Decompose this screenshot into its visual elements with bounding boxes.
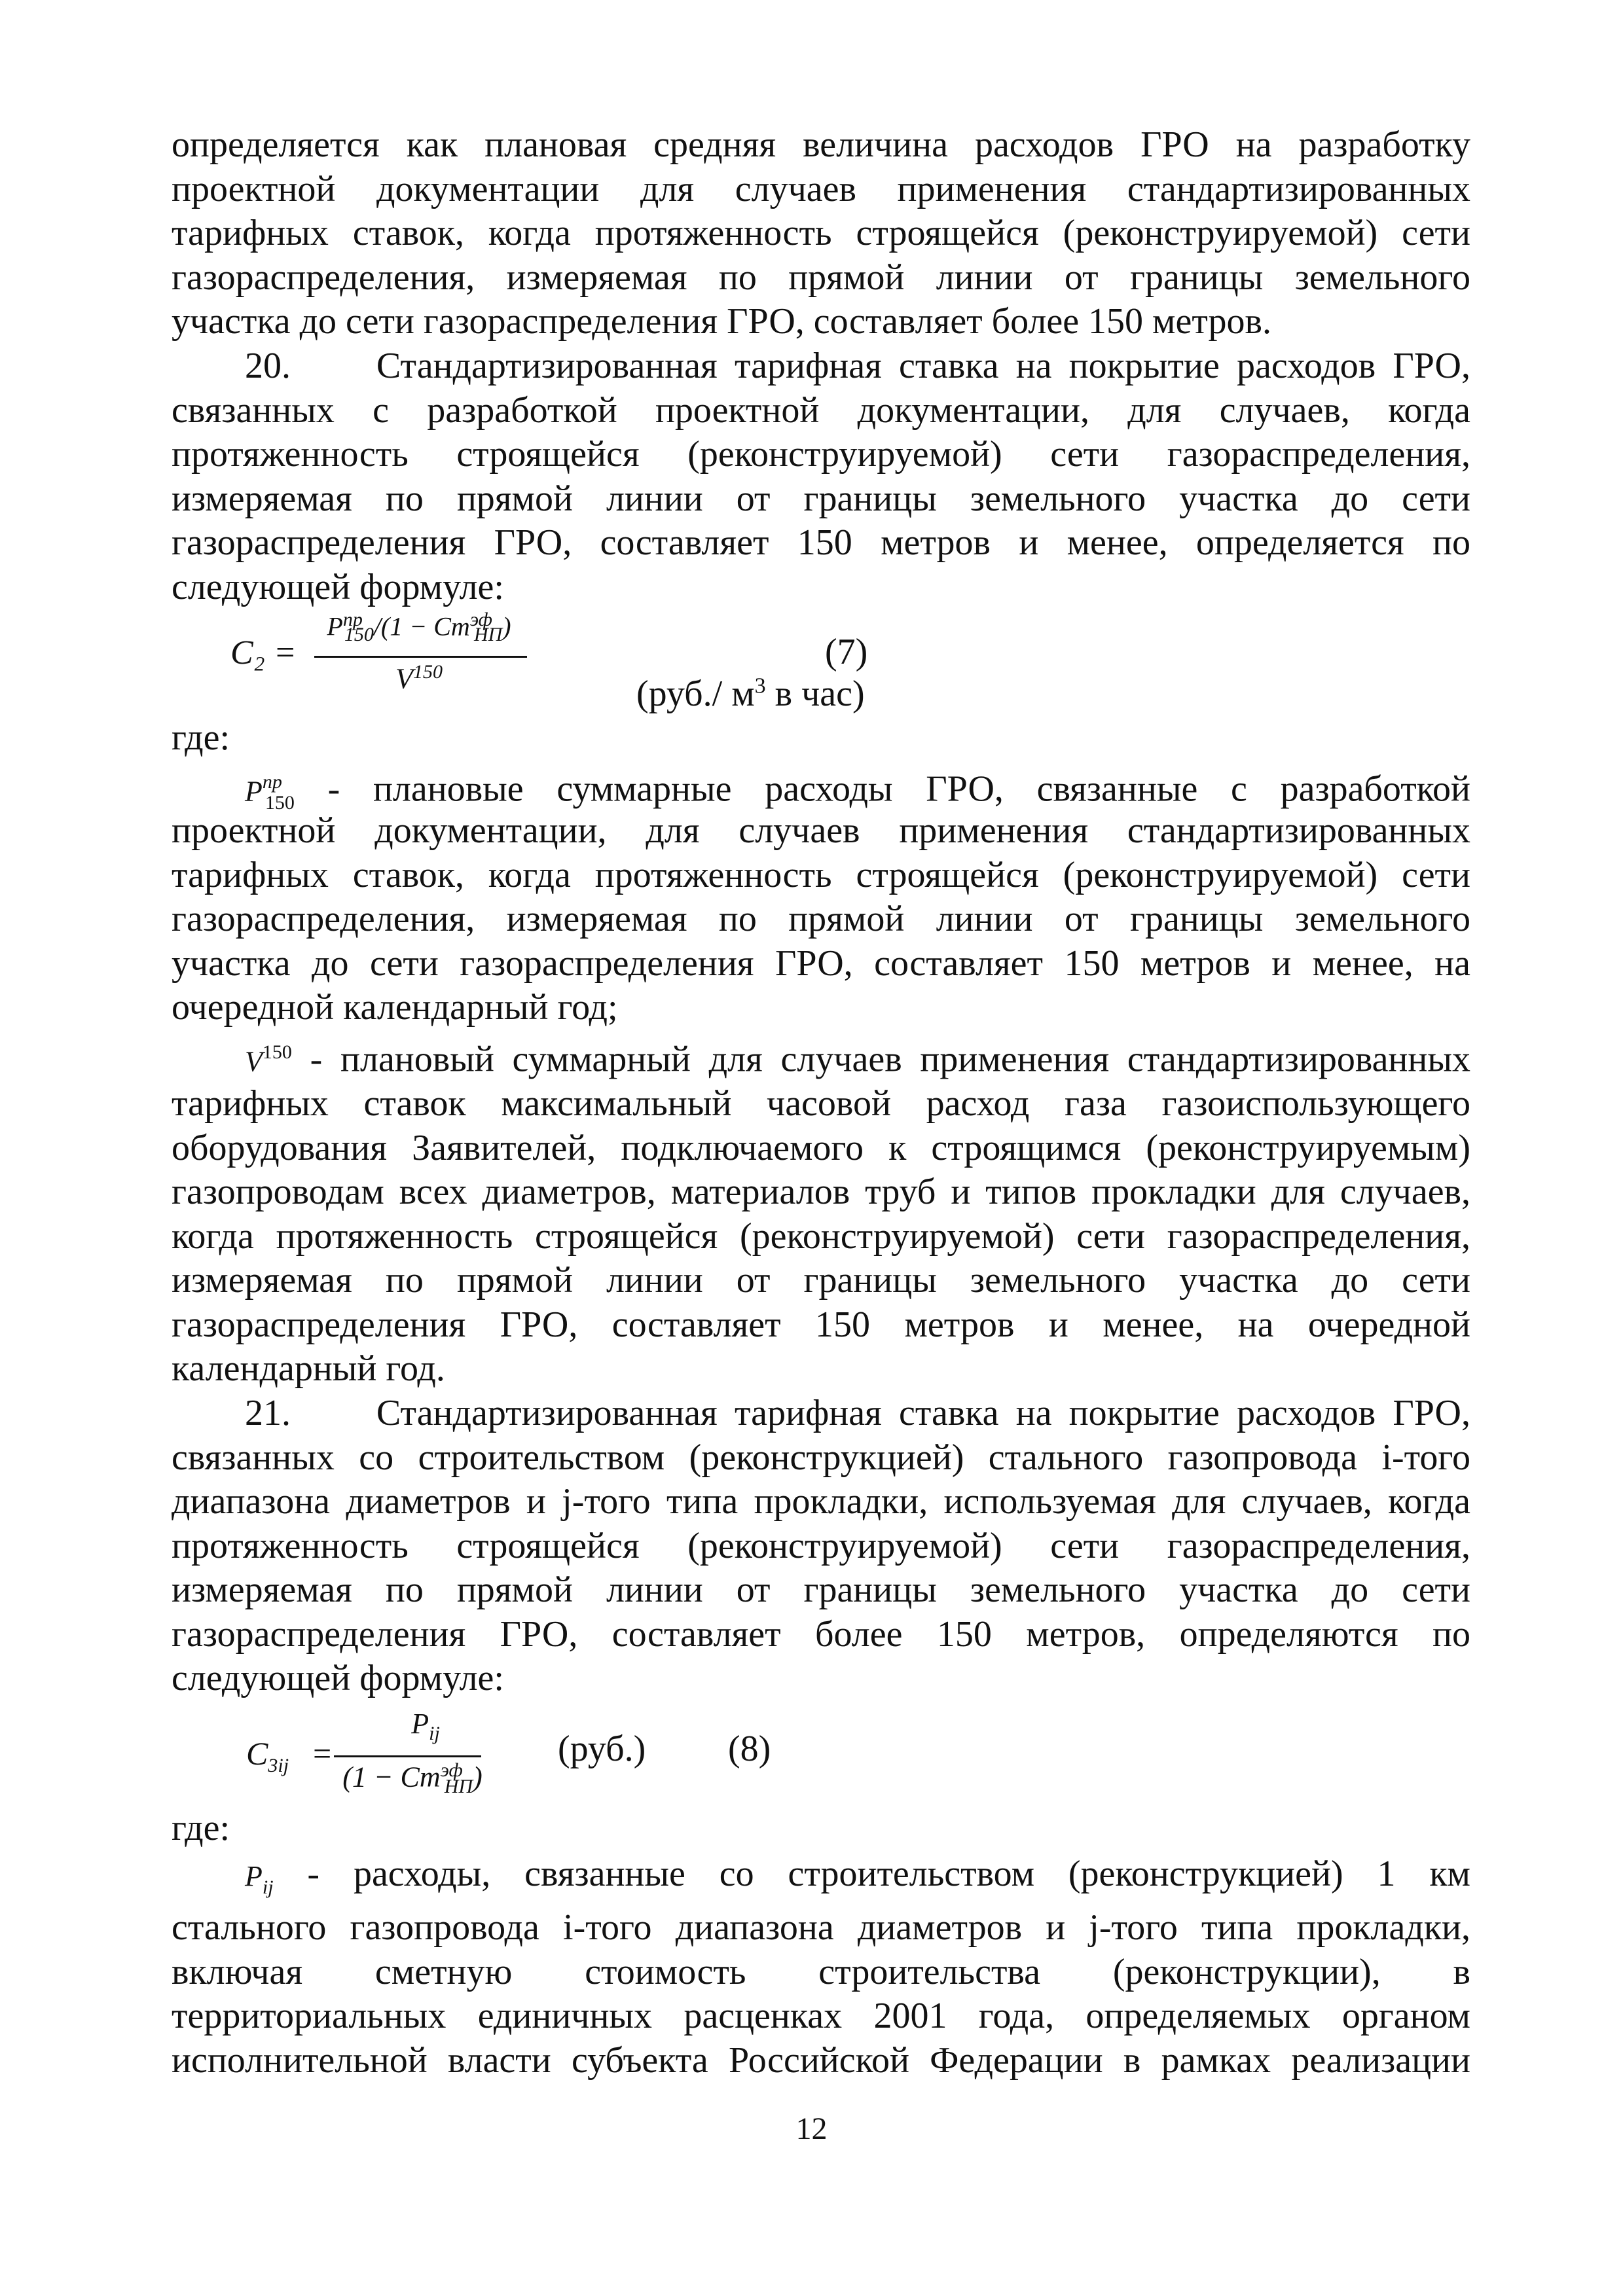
text-line: когда протяженность строящейся (реконструируемой) сети газораспределения, [172, 1215, 1470, 1257]
denominator-sup: эф [440, 1759, 463, 1781]
units-tail: в час) [765, 673, 865, 714]
denominator-symbol: V [395, 662, 413, 695]
definition-first-line [172, 1030, 1470, 1084]
text-line: протяженность строящейся (реконструируемой) сети газораспределения, [172, 434, 1470, 475]
definition-p150-body [172, 809, 1470, 1030]
definition-pij [172, 1852, 1470, 1910]
definition-text: - плановый суммарный для случаев применения стандартизированных [291, 1039, 1470, 1080]
denominator-close: ) [473, 1761, 483, 1793]
text-line: очередной календарный год; [172, 987, 618, 1028]
text-line: проектной документации для случаев применения стандартизированных [172, 168, 1470, 209]
text-line: следующей формуле: [172, 566, 504, 607]
text-line: территориальных единичных расценках 2001 года, определяемых органом [172, 1996, 1470, 2036]
formula-units: (руб.) [558, 1729, 646, 1769]
text-line: проектной документации, для случаев применения стандартизированных [172, 810, 1470, 851]
text-line: участка до сети газораспределения ГРО, составляет более 150 метров. [172, 301, 1271, 342]
text-line: 20. Стандартизированная тарифная ставка на покрытие расходов ГРО, [245, 346, 1470, 386]
formula-numerator [308, 609, 530, 646]
denominator-text: (1 − Cm [342, 1761, 441, 1793]
text-line: следующей формуле: [172, 1658, 504, 1698]
numerator-symbol: P [327, 611, 343, 641]
numerator-rest: /(1 − Cm [373, 611, 470, 641]
lhs-sub: 3ij [268, 1755, 289, 1776]
text-line: связанных с разработкой проектной документации, для случаев, когда [172, 389, 1470, 431]
symbol-p: P [245, 775, 263, 808]
fraction-bar [314, 656, 527, 658]
denominator-sub: НП [444, 1776, 473, 1798]
where-label: где: [172, 717, 230, 758]
text-line: тарифных ставок, когда протяженность строящейся (реконструируемой) сети [172, 213, 1470, 253]
text-line: тарифных ставок, когда протяженность строящейся (реконструируемой) сети [172, 854, 1470, 895]
numerator-rest-sub: НП [473, 624, 503, 646]
text-line: связанных со строительством (реконструкцией) стального газопровода i-того [172, 1437, 1470, 1478]
formula-number: (7) [825, 632, 868, 672]
text-line: газораспределения ГРО, составляет более 150 метров, определяются по [172, 1613, 1470, 1655]
text-line: протяженность строящейся (реконструируемой) сети газораспределения, [172, 1525, 1470, 1566]
denominator-sup: 150 [412, 661, 443, 683]
paragraph-20 [172, 344, 1470, 609]
numerator-sub: 150 [344, 624, 374, 646]
formula-number: (8) [728, 1729, 771, 1769]
text-line: диапазона диаметров и j-того типа прокладки, используемая для случаев, когда [172, 1481, 1470, 1522]
definition-v150 [172, 1030, 1470, 1084]
symbol-sub: ij [262, 1876, 274, 1899]
numerator-sup: пр [342, 609, 363, 630]
text-line: календарный год. [172, 1348, 445, 1389]
symbol-sup: пр [262, 771, 282, 793]
text-line: стального газопровода i-того диапазона диаметров и j-того типа прокладки, [172, 1907, 1470, 1948]
definition-text: - плановые суммарные расходы ГРО, связанные с разработкой [294, 768, 1470, 810]
definition-v150-body [172, 1082, 1470, 1391]
text-line: измеряемая по прямой линии от границы земельного участка до сети [172, 1570, 1470, 1610]
text-line: газораспределения ГРО, составляет 150 метров и менее, на очередной [172, 1304, 1470, 1345]
paragraph-intro [172, 123, 1470, 344]
text-line: участка до сети газораспределения ГРО, составляет 150 метров и менее, на [172, 942, 1470, 984]
formula-denominator [367, 661, 471, 696]
formula-lhs: C₂ = [230, 634, 297, 672]
units-sup: 3 [754, 673, 766, 698]
symbol-v: V [245, 1045, 263, 1078]
units-text: (руб./ м [636, 673, 755, 714]
text-line: исполнительной власти субъекта Российской Федерации в рамках реализации [172, 2039, 1470, 2081]
formula-equals: = [313, 1735, 332, 1772]
lhs-symbol: C [246, 1735, 268, 1772]
paragraph-21 [172, 1391, 1470, 1701]
where-label: где: [172, 1808, 230, 1848]
text-line: газораспределения, измеряемая по прямой линии от границы земельного [172, 257, 1470, 298]
formula-denominator [327, 1759, 498, 1798]
numerator-close: ) [502, 611, 511, 641]
numerator-sub: ij [429, 1722, 440, 1744]
text-line: измеряемая по прямой линии от границы земельного участка до сети [172, 478, 1470, 519]
page-number: 12 [795, 2111, 828, 2146]
text-line: газораспределения ГРО, составляет 150 метров и менее, определяется по [172, 522, 1470, 563]
formula-numerator [360, 1707, 491, 1745]
definition-pij-body [172, 1906, 1470, 2083]
text-line: определяется как плановая средняя величина расходов ГРО на разработку [172, 124, 1470, 165]
text-line: включая сметную стоимость строительства (реконструкции), в [172, 1951, 1470, 1992]
fraction-bar [334, 1755, 481, 1757]
text-line: газопроводам всех диаметров, материалов труб и типов прокладки для случаев, [172, 1172, 1470, 1212]
text-line: измеряемая по прямой линии от границы земельного участка до сети [172, 1260, 1470, 1300]
symbol-p: P [245, 1860, 263, 1892]
numerator-rest-sup: эф [469, 609, 492, 630]
formula-lhs [246, 1734, 289, 1777]
definition-first-line [172, 1852, 1470, 1910]
text-line: оборудования Заявителей, подключаемого к строящимся (реконструируемым) [172, 1127, 1470, 1168]
definition-text: - расходы, связанные со строительством (реконструкцией) 1 км [273, 1854, 1470, 1894]
text-line: 21. Стандартизированная тарифная ставка на покрытие расходов ГРО, [245, 1393, 1470, 1433]
symbol-sub: 150 [264, 791, 295, 814]
numerator-symbol: P [411, 1708, 429, 1740]
text-line: тарифных ставок максимальный часовой расход газа газоиспользующего [172, 1083, 1470, 1124]
symbol-sup: 150 [262, 1041, 292, 1063]
text-line: газораспределения, измеряемая по прямой линии от границы земельного [172, 899, 1470, 939]
